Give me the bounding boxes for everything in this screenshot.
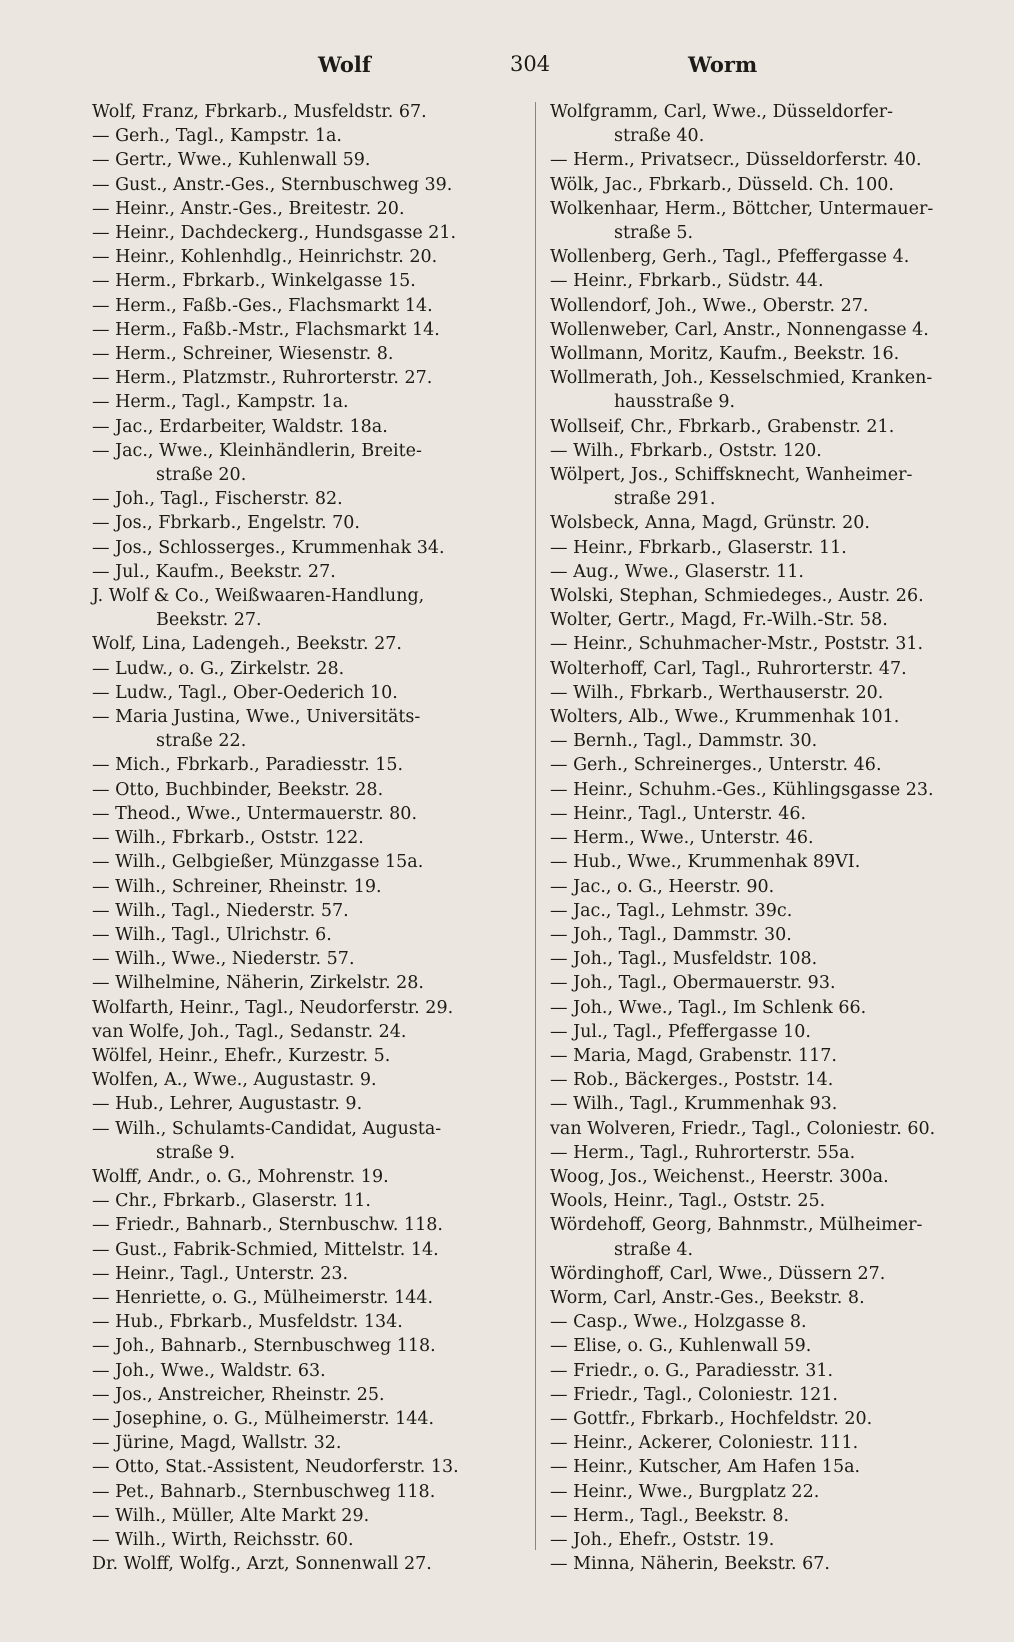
directory-entry: — Heinr., Wwe., Burgplatz 22. [550,1481,820,1502]
directory-entry: Wolter, Gertr., Magd, Fr.-Wilh.-Str. 58. [550,610,888,631]
directory-entry: — Hub., Lehrer, Augustastr. 9. [92,1094,363,1115]
directory-entry: — Heinr., Anstr.-Ges., Breitestr. 20. [92,198,405,219]
directory-entry: — Joh., Wwe., Tagl., Im Schlenk 66. [550,997,867,1018]
directory-entry: — Heinr., Fbrkarb., Glaserstr. 11. [550,537,847,558]
directory-entry: — Wilh., Gelbgießer, Münzgasse 15a. [92,852,424,873]
directory-entry: Wolski, Stephan, Schmiedeges., Austr. 26. [550,586,924,607]
directory-entry: Wools, Heinr., Tagl., Oststr. 25. [550,1191,826,1212]
directory-entry: — Herm., Privatsecr., Düsseldorferstr. 40. [550,150,922,171]
header-right-keyword: Worm [688,52,758,77]
directory-entry: — Maria, Magd, Grabenstr. 117. [550,1045,837,1066]
directory-entry: Wollmann, Moritz, Kaufm., Beekstr. 16. [550,344,900,365]
directory-entry: — Joh., Wwe., Waldstr. 63. [92,1360,326,1381]
directory-entry: — Josephine, o. G., Mülheimerstr. 144. [92,1408,435,1429]
directory-entry: — Gust., Fabrik-Schmied, Mittelstr. 14. [92,1239,439,1260]
directory-entry: — Jac., Erdarbeiter, Waldstr. 18a. [92,416,388,437]
directory-entry: — Otto, Stat.-Assistent, Neudorferstr. 13. [92,1457,459,1478]
directory-entry: Wollenberg, Gerh., Tagl., Pfeffergasse 4. [550,247,910,268]
directory-entry: — Gerh., Schreinerges., Unterstr. 46. [550,755,882,776]
directory-entry: — Heinr., Tagl., Unterstr. 46. [550,803,807,824]
directory-entry: — Otto, Buchbinder, Beekstr. 28. [92,779,384,800]
directory-entry: — Minna, Näherin, Beekstr. 67. [550,1554,830,1575]
directory-entry: Worm, Carl, Anstr.-Ges., Beekstr. 8. [550,1287,865,1308]
directory-entry: — Friedr., o. G., Paradiesstr. 31. [550,1360,834,1381]
directory-entry: — Jos., Anstreicher, Rheinstr. 25. [92,1384,385,1405]
entry-continuation: straße 22. [156,731,247,752]
entry-continuation: straße 4. [614,1239,694,1260]
directory-entry: — Heinr., Schuhm.-Ges., Kühlingsgasse 23. [550,779,934,800]
directory-entry: — Maria Justina, Wwe., Universitäts- [92,707,421,728]
directory-entry: — Heinr., Dachdeckerg., Hundsgasse 21. [92,223,457,244]
directory-entry: — Herm., Wwe., Unterstr. 46. [550,828,814,849]
directory-entry: — Aug., Wwe., Glaserstr. 11. [550,561,804,582]
directory-entry: — Jac., Tagl., Lehmstr. 39c. [550,900,793,921]
directory-entry: — Jos., Fbrkarb., Engelstr. 70. [92,513,360,534]
directory-entry: — Chr., Fbrkarb., Glaserstr. 11. [92,1191,371,1212]
directory-entry: — Theod., Wwe., Untermauerstr. 80. [92,803,418,824]
directory-entry: — Gertr., Wwe., Kuhlenwall 59. [92,150,371,171]
directory-entry: — Gottfr., Fbrkarb., Hochfeldstr. 20. [550,1408,873,1429]
directory-entry: — Gust., Anstr.-Ges., Sternbuschweg 39. [92,174,453,195]
entry-continuation: straße 9. [156,1142,236,1163]
page-header [0,44,1014,84]
directory-entry: — Joh., Ehefr., Oststr. 19. [550,1529,775,1550]
directory-entry: — Wilh., Schulamts-Candidat, Augusta- [92,1118,442,1139]
column-divider [535,102,536,1550]
directory-entry: — Heinr., Ackerer, Coloniestr. 111. [550,1433,859,1454]
directory-entry: — Jac., Wwe., Kleinhändlerin, Breite- [92,440,422,461]
directory-entry: Wolfgramm, Carl, Wwe., Düsseldorfer- [550,102,894,122]
directory-entry: — Joh., Bahnarb., Sternbuschweg 118. [92,1336,436,1357]
directory-entry: — Herm., Tagl., Ruhrorterstr. 55a. [550,1142,856,1163]
directory-entry: — Joh., Tagl., Obermauerstr. 93. [550,973,836,994]
directory-entry: van Wolfe, Joh., Tagl., Sedanstr. 24. [92,1021,407,1042]
directory-entry: — Herm., Schreiner, Wiesenstr. 8. [92,344,394,365]
directory-entry: — Friedr., Tagl., Coloniestr. 121. [550,1384,838,1405]
entry-continuation: straße 20. [156,465,247,486]
directory-entry: — Heinr., Kutscher, Am Hafen 15a. [550,1457,861,1478]
directory-entry: Wolters, Alb., Wwe., Krummenhak 101. [550,707,900,728]
entry-continuation: straße 40. [614,126,705,147]
directory-entry: — Wilh., Müller, Alte Markt 29. [92,1505,370,1526]
directory-entry: — Bernh., Tagl., Dammstr. 30. [550,731,818,752]
directory-entry: — Wilh., Schreiner, Rheinstr. 19. [92,876,382,897]
directory-entry: — Wilh., Fbrkarb., Oststr. 122. [92,828,364,849]
page-number: 304 [510,52,551,76]
directory-entry: J. Wolf & Co., Weißwaaren-Handlung, [92,586,425,607]
directory-entry: — Ludw., Tagl., Ober-Oederich 10. [92,682,398,703]
directory-entry: — Wilh., Tagl., Niederstr. 57. [92,900,349,921]
directory-entry: — Joh., Tagl., Fischerstr. 82. [92,489,343,510]
directory-entry: — Jos., Schlosserges., Krummenhak 34. [92,537,445,558]
directory-entry: — Jürine, Magd, Wallstr. 32. [92,1433,342,1454]
directory-entry: Dr. Wolff, Wolfg., Arzt, Sonnenwall 27. [92,1554,432,1575]
directory-entry: — Herm., Tagl., Kampstr. 1a. [92,392,349,413]
entry-continuation: hausstraße 9. [614,392,736,413]
entry-continuation: Beekstr. 27. [156,610,262,631]
directory-entry: — Pet., Bahnarb., Sternbuschweg 118. [92,1481,436,1502]
directory-entry: Wolfarth, Heinr., Tagl., Neudorferstr. 29. [92,997,454,1018]
directory-entry: — Heinr., Tagl., Unterstr. 23. [92,1263,349,1284]
directory-entry: — Joh., Tagl., Musfeldstr. 108. [550,949,818,970]
directory-entry: Wolterhoff, Carl, Tagl., Ruhrorterstr. 47. [550,658,907,679]
directory-entry: — Gerh., Tagl., Kampstr. 1a. [92,126,342,147]
directory-entry: Wölpert, Jos., Schiffsknecht, Wanheimer- [550,465,913,486]
entry-continuation: straße 291. [614,489,716,510]
directory-entry: Wollendorf, Joh., Wwe., Oberstr. 27. [550,295,869,316]
directory-entry: — Heinr., Fbrkarb., Südstr. 44. [550,271,824,292]
directory-entry: — Joh., Tagl., Dammstr. 30. [550,924,792,945]
directory-entry: — Ludw., o. G., Zirkelstr. 28. [92,658,345,679]
directory-entry: Wördehoff, Georg, Bahnmstr., Mülheimer- [550,1215,923,1236]
directory-entry: — Casp., Wwe., Holzgasse 8. [550,1312,807,1333]
directory-entry: — Friedr., Bahnarb., Sternbuschw. 118. [92,1215,443,1236]
directory-entry: Wölk, Jac., Fbrkarb., Düsseld. Ch. 100. [550,174,894,195]
directory-entry: — Jac., o. G., Heerstr. 90. [550,876,775,897]
directory-entry: Wolf, Lina, Ladengeh., Beekstr. 27. [92,634,402,655]
directory-entry: — Herm., Fbrkarb., Winkelgasse 15. [92,271,416,292]
directory-entry: Wollseif, Chr., Fbrkarb., Grabenstr. 21. [550,416,895,437]
header-left-keyword: Wolf [318,52,371,77]
directory-entry: Wolff, Andr., o. G., Mohrenstr. 19. [92,1166,389,1187]
directory-entry: — Hub., Fbrkarb., Musfeldstr. 134. [92,1312,403,1333]
directory-entry: — Wilh., Wirth, Reichsstr. 60. [92,1529,354,1550]
directory-entry: — Wilh., Tagl., Krummenhak 93. [550,1094,838,1115]
directory-entry: — Wilh., Fbrkarb., Werthauserstr. 20. [550,682,884,703]
left-column [92,100,532,1576]
directory-entry: Wolf, Franz, Fbrkarb., Musfeldstr. 67. [92,102,427,122]
directory-entry: — Herm., Faßb.-Ges., Flachsmarkt 14. [92,295,433,316]
directory-entry: Wölfel, Heinr., Ehefr., Kurzestr. 5. [92,1045,391,1066]
directory-entry: — Herm., Tagl., Beekstr. 8. [550,1505,790,1526]
directory-entry: — Jul., Tagl., Pfeffergasse 10. [550,1021,811,1042]
directory-entry: Wördinghoff, Carl, Wwe., Düssern 27. [550,1263,886,1284]
directory-entry: Wollmerath, Joh., Kesselschmied, Kranken- [550,368,933,389]
directory-entry: Woog, Jos., Weichenst., Heerstr. 300a. [550,1166,889,1187]
directory-entry: — Herm., Faßb.-Mstr., Flachsmarkt 14. [92,319,440,340]
directory-entry: — Elise, o. G., Kuhlenwall 59. [550,1336,812,1357]
entry-continuation: straße 5. [614,223,694,244]
directory-entry: — Jul., Kaufm., Beekstr. 27. [92,561,336,582]
directory-entry: Wolkenhaar, Herm., Böttcher, Untermauer- [550,198,934,219]
directory-entry: — Heinr., Schuhmacher-Mstr., Poststr. 31. [550,634,924,655]
right-column [550,100,990,1576]
directory-entry: Wolfen, A., Wwe., Augustastr. 9. [92,1070,377,1091]
directory-entry: — Rob., Bäckerges., Poststr. 14. [550,1070,834,1091]
directory-entry: — Mich., Fbrkarb., Paradiesstr. 15. [92,755,404,776]
directory-entry: — Henriette, o. G., Mülheimerstr. 144. [92,1287,434,1308]
directory-entry: Wolsbeck, Anna, Magd, Grünstr. 20. [550,513,870,534]
directory-entry: — Wilh., Tagl., Ulrichstr. 6. [92,924,332,945]
directory-entry: — Wilhelmine, Näherin, Zirkelstr. 28. [92,973,424,994]
directory-entry: van Wolveren, Friedr., Tagl., Coloniestr. 60. [550,1118,936,1139]
directory-entry: — Wilh., Fbrkarb., Oststr. 120. [550,440,822,461]
directory-entry: — Hub., Wwe., Krummenhak 89VI. [550,852,861,873]
directory-entry: Wollenweber, Carl, Anstr., Nonnengasse 4. [550,319,929,340]
directory-entry: — Wilh., Wwe., Niederstr. 57. [92,949,355,970]
directory-entry: — Herm., Platzmstr., Ruhrorterstr. 27. [92,368,433,389]
directory-entry: — Heinr., Kohlenhdlg., Heinrichstr. 20. [92,247,438,268]
